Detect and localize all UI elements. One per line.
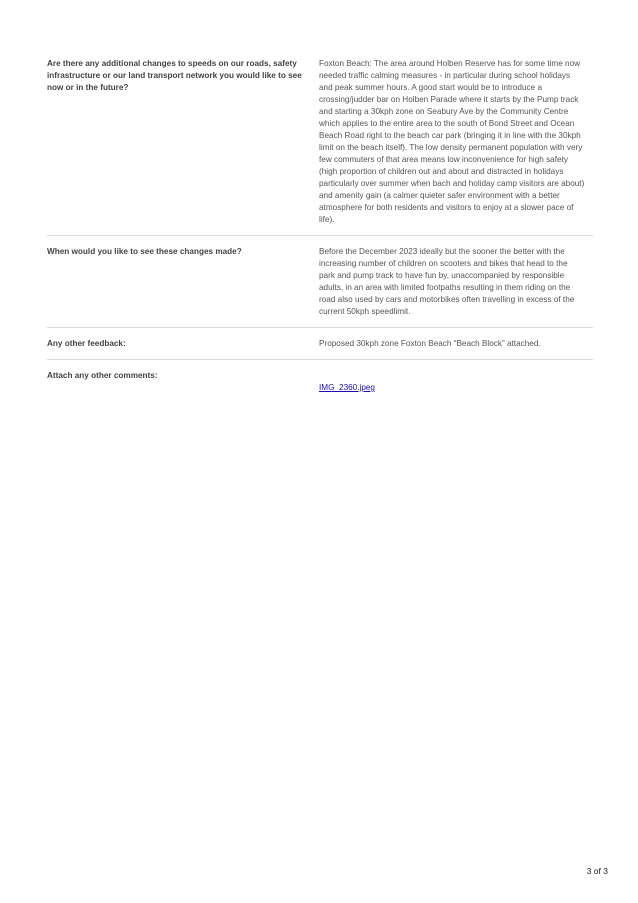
question-label: Any other feedback: [47,339,126,348]
answer-text: Foxton Beach: The area around Holben Reserve has for some time now needed traffic calming measures - in particular during school holidays and peak summer hours. A good start would be to introduce a crossing/judder bar on Holben Parade where it starts by the Pump track and starting a 30kph zone on Seabury Ave by the Community Centre which applies to the entire area to the south of Bond Street and Ocean Beach Road right to the beach car park (bringing it in line with the 30kph limit on the beach itself). The low density permanent population with very few commuters of that area means low inconvenience for high safety (high proportion of children out and about and distracted in holidays particularly over summer when bach and holiday camp visitors are about) and amenity gain (a calmer quieter safer environment with a better atmosphere for both residents and visitors to enjoy at a slower pace of life). [319,59,585,224]
form-row-timing [47,245,593,328]
form-response-table [47,57,593,412]
form-row-additional-changes [47,57,593,236]
answer-attachment [319,369,593,394]
question-label: When would you like to see these changes made? [47,247,242,256]
question-label: Attach any other comments: [47,371,158,380]
answer-text: Before the December 2023 ideally but the sooner the better with the increasing number of children on scooters and bikes that head to the park and pump track to have fun by, unaccompanied by responsible adults, in an area with limited footpaths resulting in them riding on the road also used by cars and motorbikes often travelling in excess of the current 50kph speedlimit. [319,247,575,316]
form-row-attachments [47,369,593,403]
form-row-other-feedback [47,337,593,360]
page-number: 3 of 3 [586,866,608,876]
question-label: Are there any additional changes to speeds on our roads, safety infrastructure or our land transport network you would like to see now or in the future? [47,59,302,92]
attachment-link[interactable]: IMG_2360.jpeg [319,383,375,392]
answer-text: Proposed 30kph zone Foxton Beach “Beach Block” attached. [319,339,541,348]
